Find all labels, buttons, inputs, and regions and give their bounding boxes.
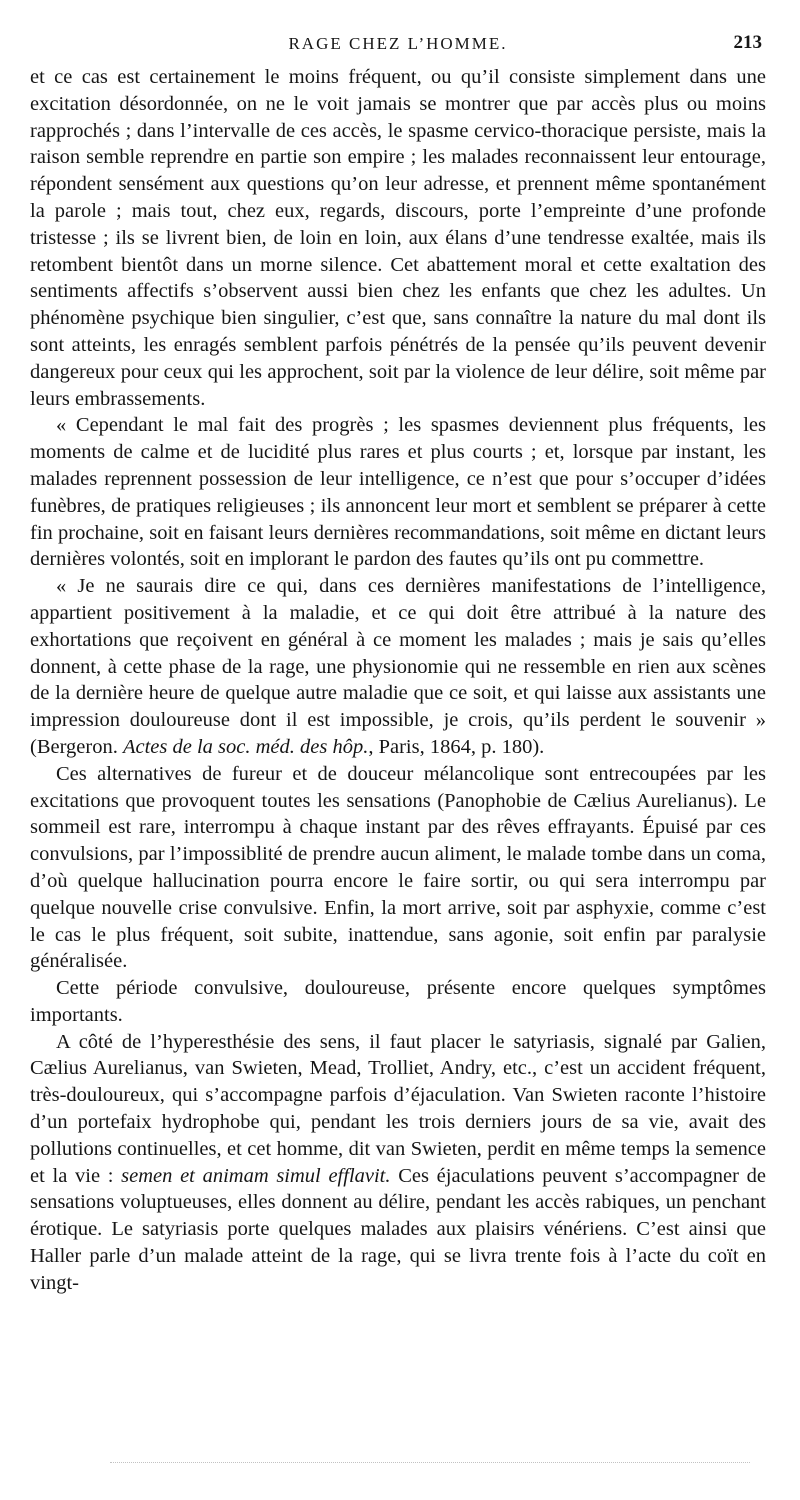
paragraph [30,573,766,761]
text-run: Ces alternatives de fureur et de douceur mélancolique sont entrecoupées par les excitations que provoquent toutes les sensations (Panophobie de Cælius Aurelianus). Le sommeil est rare, interrompu à chaque instant par des rêves effrayants. Épuisé par ces convulsions, par l’impossiblité de prendre aucun aliment, le malade tombe dans un coma, d’où quelque hallucination pourra encore le faire sortir, ou qui sera interrompu par quelque nouvelle crise convulsive. Enfin, la mort arrive, soit par asphyxie, comme c’est le cas le plus fréquent, soit subite, inattendue, sans agonie, soit enfin par paralysie généralisée. [30,762,766,973]
paragraph [30,761,766,975]
paragraph [30,975,766,1029]
paragraph [30,1029,766,1297]
text-run: « Je ne saurais dire ce qui, dans ces dernières manifestations de l’intelligence, appartient positivement à la maladie, et ce qui doit être attribué à la nature des exhortations que reçoivent en général à ce moment les malades ; mais je sais qu’elles donnent, à cette phase de la rage, une physionomie qui ne ressemble en rien aux scènes de la dernière heure de quelque autre maladie que ce soit, et qui laisse aux assistants une impression douloureuse dont il est impossible, je crois, qu’ils perdent le souvenir » (Bergeron. [30,575,766,758]
text-run: Cette période convulsive, douloureuse, présente encore quelques symptômes importants. [30,977,766,1026]
citation-title: Actes de la soc. méd. des hôp. [122,735,369,758]
text-run: , Paris, 1864, p. 180). [368,735,545,758]
text-run: « Cependant le mal fait des progrès ; les spasmes deviennent plus fréquents, les moments de calme et de lucidité plus rares et plus courts ; et, lorsque par instant, les malades reprennent possession de leur intelligence, ce n’est que pour s’occuper d’idées funèbres, de pratiques religieuses ; ils annoncent leur mort et semblent se préparer à cette fin prochaine, soit en faisant leurs dernières recommandations, soit même en dictant leurs dernières volontés, soit en implorant le pardon des fautes qu’ils ont pu commettre. [30,414,766,571]
page-header [30,30,766,60]
footer-dotted-rule [110,1462,750,1463]
paragraph [30,412,766,573]
book-page [30,30,766,1297]
text-run: Ces éjaculations peuvent s’accompagner de sensations voluptueuses, elles donnent au délire, pendant les accès rabiques, un penchant érotique. Le satyriasis porte quelques malades aux plaisirs vénériens. C’est ainsi que Haller parle d’un malade atteint de la rage, qui se livra trente fois à l’acte du coït en vingt- [30,1164,766,1294]
text-run: et ce cas est certainement le moins fréquent, ou qu’il consiste simplement dans une excitation désordonnée, on ne le voit jamais se montrer que par accès plus ou moins rapprochés ; dans l’intervalle de ces accès, le spasme cervico-thoracique persiste, mais la raison semble reprendre en partie son empire ; les malades reconnaissent leur entourage, répondent sensément aux questions qu’on leur adresse, et prennent même spontanément la parole ; mais tout, chez eux, regards, discours, porte l’empreinte d’une profonde tristesse ; ils se livrent bien, de loin en loin, aux élans d’une tendresse exaltée, mais ils retombent bientôt dans un morne silence. Cet abattement moral et cette exaltation des sentiments affectifs s’observent aussi bien chez les enfants que chez les adultes. Un phénomène psychique bien singulier, c’est que, sans connaître la nature du mal dont ils sont atteints, les enragés semblent parfois pénétrés de la pensée qu’ils peuvent devenir dangereux pour ceux qui les approchent, soit par la violence de leur délire, soit même par leurs embrassements. [30,66,766,410]
text-run: A côté de l’hyperesthésie des sens, il faut placer le satyriasis, signalé par Galien, Cælius Aurelianus, van Swieten, Mead, Trolliet, Andry, etc., c’est un accident fréquent, très-douloureux, qui s’accompagne parfois d’éjaculation. Van Swieten raconte l’histoire d’un portefaix hydrophobe qui, pendant les trois derniers jours de sa vie, avait des pollutions continuelles, et cet homme, dit van Swieten, perdit en même temps la semence et la vie : [30,1030,766,1187]
running-title: RAGE CHEZ L’HOMME. [288,34,508,53]
latin-quote: semen et animam simul efflavit. [121,1164,391,1187]
body-text [30,64,766,1297]
paragraph [30,64,766,412]
page-number: 213 [733,32,762,53]
